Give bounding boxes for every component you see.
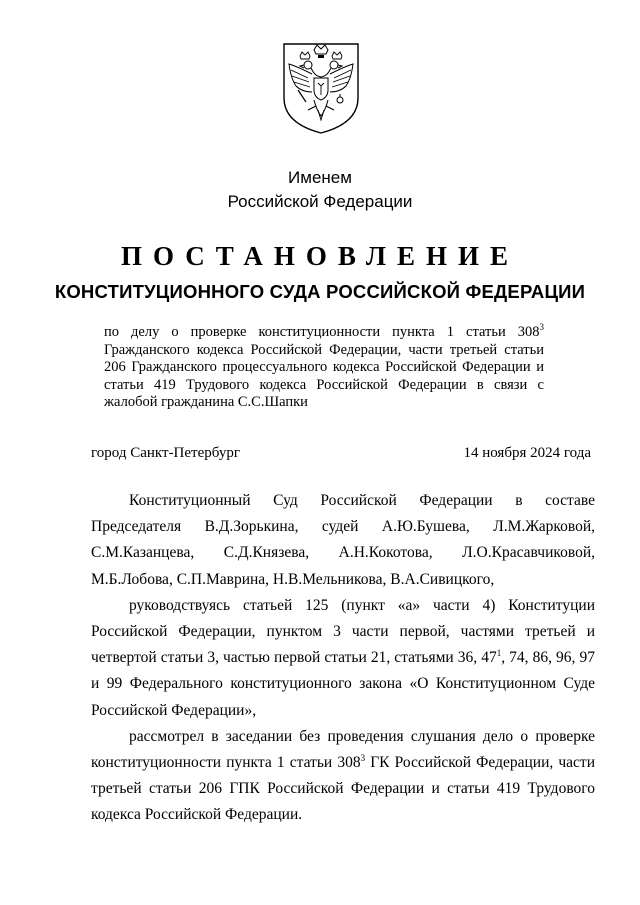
body-paragraph-composition: Конституционный Суд Российской Федерации в составе Председателя В.Д.Зорькина, судей А.Ю.Бушева, Л.М.Жарковой, С.М.Казанцева, С.Д.Князева, А.Н.Кокотова, Л.О.Красавчиковой, М.Б.Лобова, С.П.Маврина, Н.В.Мельникова, В.А.Сивицкого, bbox=[91, 492, 595, 588]
in-the-name-heading bbox=[0, 166, 640, 214]
considered-text-part1: рассмотрел в заседании без проведения слушания дело о проверке конституционности пункта 1 статьи 308 bbox=[91, 727, 595, 772]
date-label: 14 ноября 2024 года bbox=[463, 445, 591, 461]
in-the-name-line2: Российской Федерации bbox=[227, 192, 413, 211]
legal-basis-text-part1: руководствуясь статьей 125 (пункт «а» части 4) Конституции Российской Федерации, пунктом 3 части первой, частями третьей и четвертой статьи 3, частью первой статьи 21, статьями 36, 47 bbox=[91, 596, 595, 667]
case-text-part2: Гражданского кодекса Российской Федерации, части третьей статьи 206 Гражданского процессуального кодекса Российской Федерации и статьи 419 Трудового кодекса Российской Федерации в связи с жалобой гражданина С.С.Шапки bbox=[104, 341, 544, 410]
body-paragraph-legal-basis bbox=[91, 593, 595, 724]
city-label: город Санкт-Петербург bbox=[91, 445, 240, 461]
body-paragraph-considered bbox=[91, 724, 595, 829]
russian-coat-of-arms-icon bbox=[278, 40, 364, 136]
case-description bbox=[104, 324, 544, 412]
considered-superscript: 3 bbox=[360, 752, 366, 763]
in-the-name-line1: Именем bbox=[288, 168, 352, 187]
document-subtitle: КОНСТИТУЦИОННОГО СУДА РОССИЙСКОЙ ФЕДЕРАЦИИ bbox=[54, 281, 586, 302]
document-body bbox=[91, 488, 595, 829]
considered-text-part2: ГК Российской Федерации, части третьей статьи 206 ГПК Российской Федерации и статьи 419 Трудового кодекса Российской Федерации. bbox=[91, 754, 595, 824]
case-superscript: 3 bbox=[539, 322, 544, 333]
legal-basis-superscript: 1 bbox=[496, 648, 502, 659]
document-title: ПОСТАНОВЛЕНИЕ bbox=[120, 241, 520, 271]
case-text-part1: по делу о проверке конституционности пункта 1 статьи 308 bbox=[104, 324, 540, 340]
legal-basis-text-part2: , 74, 86, 96, 97 и 99 Федерального конституционного закона «О Конституционном Суде Российской Федерации», bbox=[91, 649, 595, 719]
